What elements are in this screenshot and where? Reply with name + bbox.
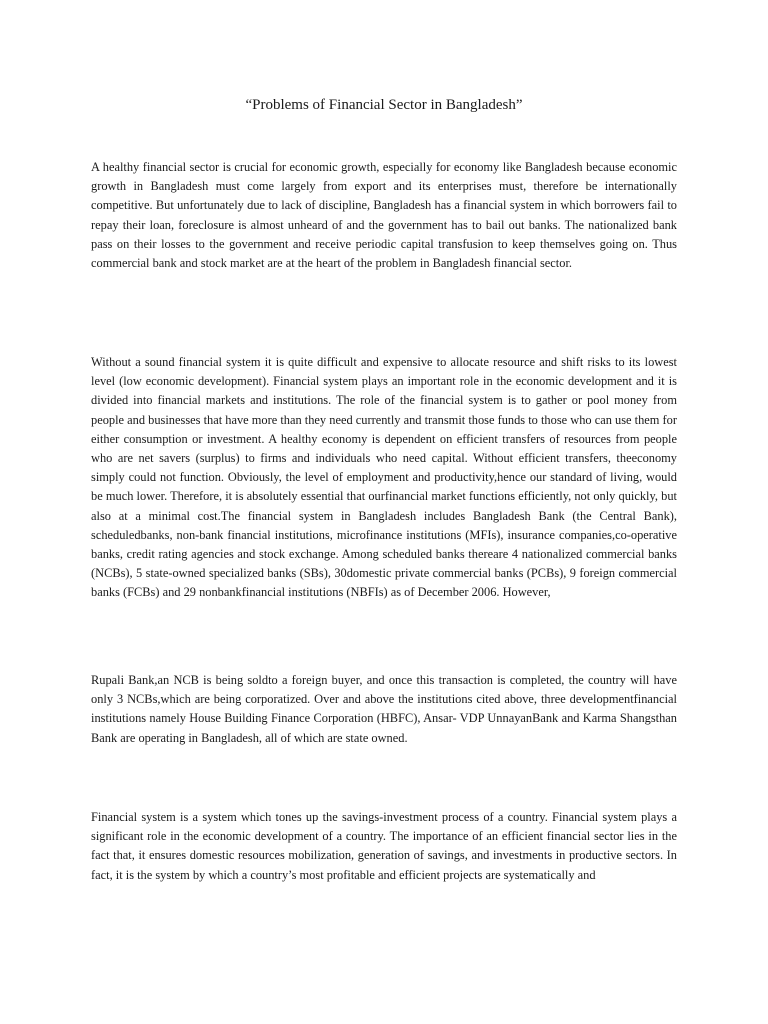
paragraph-financial-system-role: Without a sound financial system it is quite difficult and expensive to allocate resource and shift risks to its lowest level (low economic development). Financial system plays an important role in the economic development and it is divided into financial markets and institutions. The role of the financial system is to gather or pool money from people and businesses that have more than they need currently and transmit those funds to those who can use them for either consumption or investment. A healthy economy is dependent on efficient transfers of resources from people who are net savers (surplus) to firms and individuals who need capital. Without efficient transfers, theeconomy simply could not function. Obviously, the level of employment and productivity,hence our standard of living, would be much lower. Therefore, it is absolutely essential that ourfinancial market functions efficiently, not only quickly, but also at a minimal cost.The financial system in Bangladesh includes Bangladesh Bank (the Central Bank), scheduledbanks, non-bank financial institutions, microfinance institutions (MFIs), insurance companies,co-operative banks, credit rating agencies and stock exchange. Among scheduled banks thereare 4 nationalized commercial banks (NCBs), 5 state-owned specialized banks (SBs), 30domestic private commercial banks (PCBs), 9 foreign commercial banks (FCBs) and 29 nonbankfinancial institutions (NBFIs) as of December 2006. However,	[91, 355, 677, 600]
paragraph-rupali-bank: Rupali Bank,an NCB is being soldto a foreign buyer, and once this transaction is completed, the country will have only 3 NCBs,which are being corporatized. Over and above the institutions cited above, three developmentfinancial institutions namely House Building Finance Corporation (HBFC), Ansar- VDP UnnayanBank and Karma Shangsthan Bank are operating in Bangladesh, all of which are state owned.	[91, 673, 677, 745]
document-title: “Problems of Financial Sector in Bangladesh”	[245, 97, 523, 113]
paragraph-savings-investment: Financial system is a system which tones up the savings-investment process of a country. Financial system plays a significant role in the economic development of a country. The importance of an efficient financial sector lies in the fact that, it ensures domestic resources mobilization, generation of savings, and investments in productive sectors. In fact, it is the system by which a country’s most profitable and efficient projects are systematically and	[91, 810, 677, 882]
paragraph-intro: A healthy financial sector is crucial for economic growth, especially for economy like Bangladesh because economic growth in Bangladesh must come largely from export and its enterprises must, therefore be internationally competitive. But unfortunately due to lack of discipline, Bangladesh has a financial system in which borrowers fail to repay their loan, foreclosure is almost unheard of and the government has to bail out banks. The nationalized bank pass on their losses to the government and receive periodic capital transfusion to keep themselves going on. Thus commercial bank and stock market are at the heart of the problem in Bangladesh financial sector.	[91, 160, 677, 271]
